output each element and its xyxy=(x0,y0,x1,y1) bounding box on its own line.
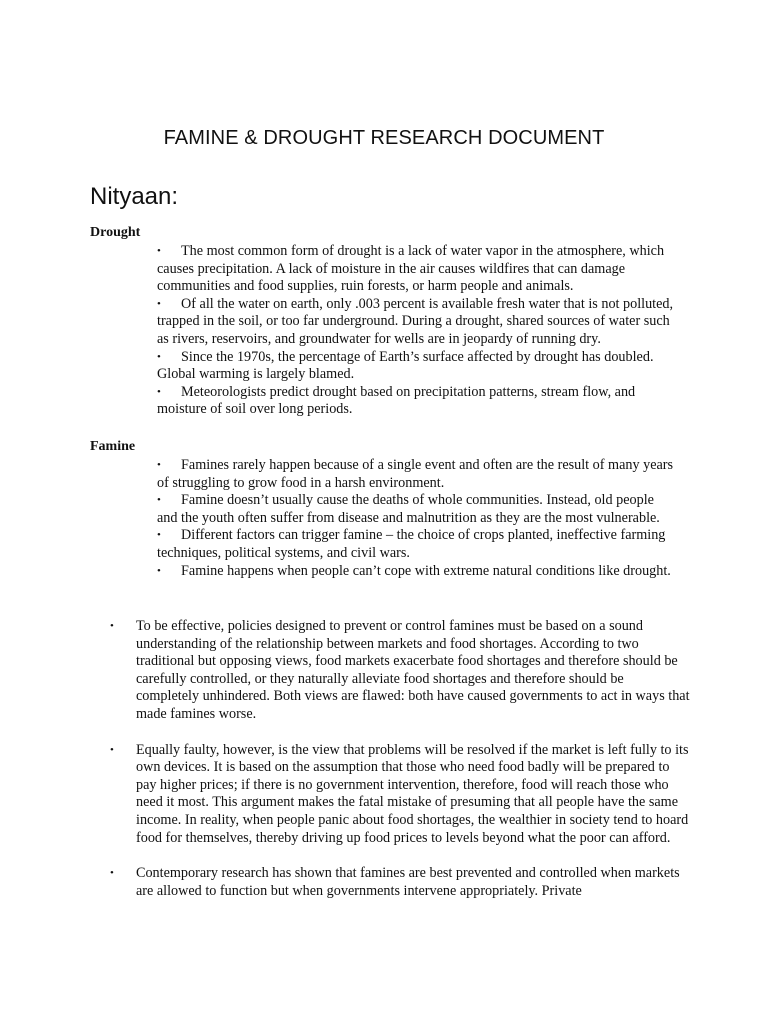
list-item xyxy=(157,457,677,492)
list-item xyxy=(157,527,677,562)
list-item-text: Different factors can trigger famine – the choice of crops planted, ineffective farming techniques, political systems, and civil wars. xyxy=(157,527,666,561)
bullet-icon: • xyxy=(157,459,161,471)
bullet-icon: • xyxy=(110,867,114,880)
bullet-icon: • xyxy=(157,494,161,507)
bullet-icon: • xyxy=(110,620,114,632)
author-name: Nityaan: xyxy=(90,183,179,210)
list-item-text: Equally faulty, however, is the view that problems will be resolved if the market is left fully to its own devices. It is based on the assumption that those who need food badly will be prepared to pay higher prices; if there is no government intervention, therefore, food will reach those who need it most. This argument makes the fatal mistake of presuming that all people have the same income. In reality, when people panic about food shortages, the wealthier in society tend to hoard food for themselves, thereby driving up food prices to levels beyond what the poor can afford. xyxy=(136,741,689,846)
list-item xyxy=(157,243,677,296)
main-points-list xyxy=(110,618,690,918)
document-title: FAMINE & DROUGHT RESEARCH DOCUMENT xyxy=(163,127,605,149)
list-item xyxy=(157,349,677,384)
list-item xyxy=(157,492,677,527)
famine-bullet-list xyxy=(157,457,677,580)
list-item-text: Meteorologists predict drought based on precipitation patterns, stream flow, and moisture of soil over long periods. xyxy=(157,383,636,418)
list-item-text: Since the 1970s, the percentage of Earth’s surface affected by drought has doubled. Global warming is largely blamed. xyxy=(157,348,654,383)
list-item-text: The most common form of drought is a lack of water vapor in the atmosphere, which causes precipitation. A lack of moisture in the air causes wildfires that can damage communities and food supplies, ruin forests, or harm people and animals. xyxy=(157,243,665,295)
list-item-text: Contemporary research has shown that famines are best prevented and controlled when markets are allowed to function but when governments intervene appropriately. Private xyxy=(136,865,680,899)
bullet-icon: • xyxy=(157,564,161,577)
list-item-text: Famine happens when people can’t cope with extreme natural conditions like drought. xyxy=(181,562,671,579)
list-item-text: Famine doesn’t usually cause the deaths of whole communities. Instead, old people and the youth often suffer from disease and malnutrition as they are the most vulnerable. xyxy=(157,492,660,526)
list-item xyxy=(157,296,677,349)
list-item xyxy=(110,618,690,724)
bullet-icon: • xyxy=(157,529,161,542)
list-item-text: To be effective, policies designed to prevent or control famines must be based on a sound understanding of the relationship between markets and food shortages. According to two traditional but opposing views, food markets exacerbate food shortages and therefore should be carefully controlled, or they naturally alleviate food shortages and therefore should be completely unhindered. Both views are flawed: both have caused governments to act in ways that made famines worse. xyxy=(136,618,690,722)
drought-bullet-list xyxy=(157,243,677,419)
bullet-icon: • xyxy=(157,245,161,257)
bullet-icon: • xyxy=(157,350,161,363)
section-heading-famine: Famine xyxy=(90,439,136,454)
bullet-icon: • xyxy=(157,297,161,310)
list-item xyxy=(157,563,677,581)
section-heading-drought: Drought xyxy=(90,225,141,240)
list-item xyxy=(110,865,690,900)
list-item xyxy=(110,742,690,848)
bullet-icon: • xyxy=(157,385,161,398)
list-item-text: Of all the water on earth, only .003 percent is available fresh water that is not polluted, trapped in the soil, or too far underground. During a drought, shared sources of water such as rivers, reservoirs, and groundwater for wells are in jeopardy of running dry. xyxy=(157,295,674,347)
bullet-icon: • xyxy=(110,743,114,756)
list-item-text: Famines rarely happen because of a single event and often are the result of many years of struggling to grow food in a harsh environment. xyxy=(157,457,674,491)
list-item xyxy=(157,384,677,419)
